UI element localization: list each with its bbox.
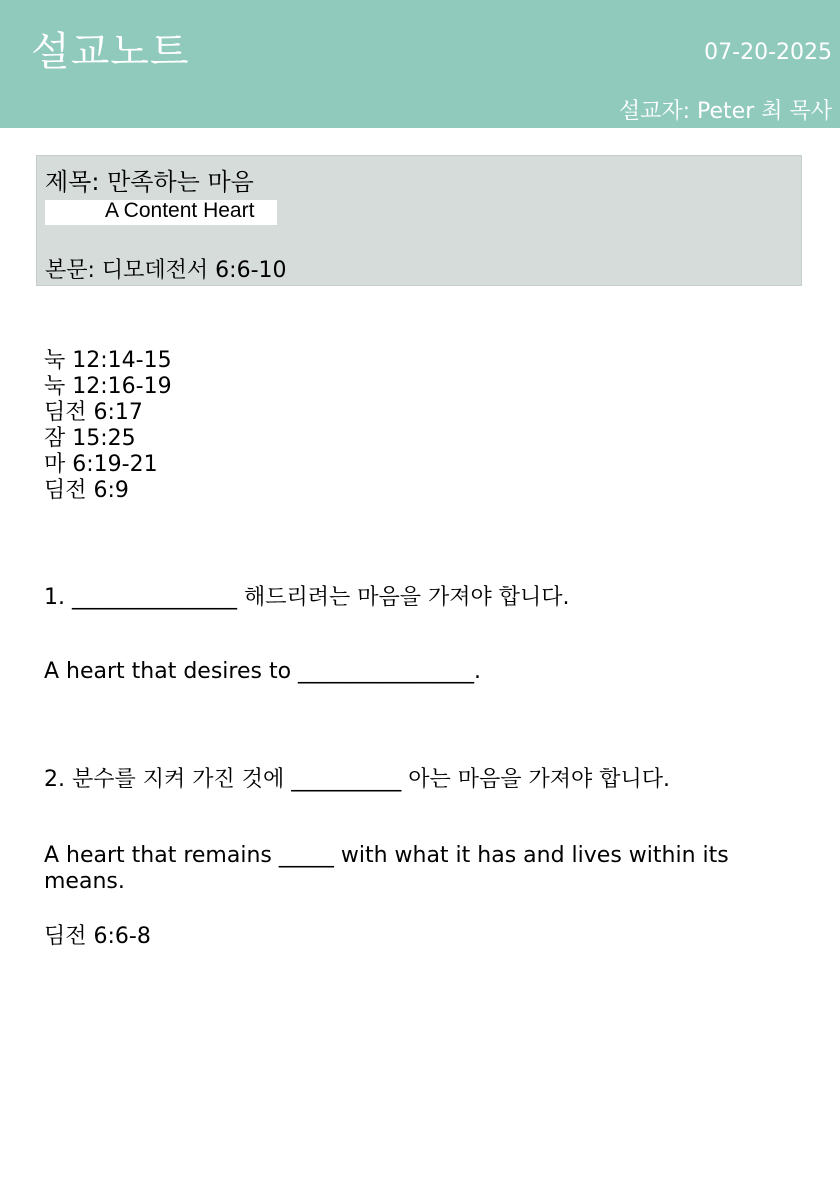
- reference-list: [44, 348, 172, 504]
- reference-item: 눅 12:14-15: [44, 348, 172, 373]
- reference-item: 딤전 6:17: [44, 400, 143, 425]
- page-title: 설교노트: [31, 29, 190, 75]
- sermon-subtitle-english: A Content Heart: [105, 199, 255, 222]
- reference-item: 딤전 6:9: [44, 478, 129, 503]
- sermon-title: 만족하는 마음: [107, 168, 254, 196]
- header-band: [0, 0, 840, 128]
- sermon-info-box: [36, 155, 802, 286]
- sermon-date: 07-20-2025: [704, 40, 832, 65]
- point-2-korean: 2. 분수를 지켜 가진 것에 __________ 아는 마음을 가져야 합니다.: [44, 767, 670, 792]
- preacher-name: 설교자: Peter 최 목사: [618, 99, 832, 124]
- point-1-korean: 1. _______________ 해드리려는 마음을 가져야 합니다.: [44, 585, 570, 610]
- passage-label: 본문:: [45, 258, 95, 283]
- reference-item: 마 6:19-21: [44, 452, 158, 477]
- scripture-passage-row: [45, 253, 287, 284]
- title-label: 제목:: [45, 168, 100, 196]
- reference-item: 눅 12:16-19: [44, 374, 172, 399]
- reference-item: 잠 15:25: [44, 426, 136, 451]
- sermon-title-row: [45, 162, 254, 197]
- point-2-reference: 딤전 6:6-8: [44, 924, 151, 949]
- point-2-english: A heart that remains _____ with what it has and lives within its means.: [44, 843, 729, 894]
- scripture-passage: 디모데전서 6:6-10: [101, 258, 287, 283]
- point-1-english: A heart that desires to ________________.: [44, 659, 482, 684]
